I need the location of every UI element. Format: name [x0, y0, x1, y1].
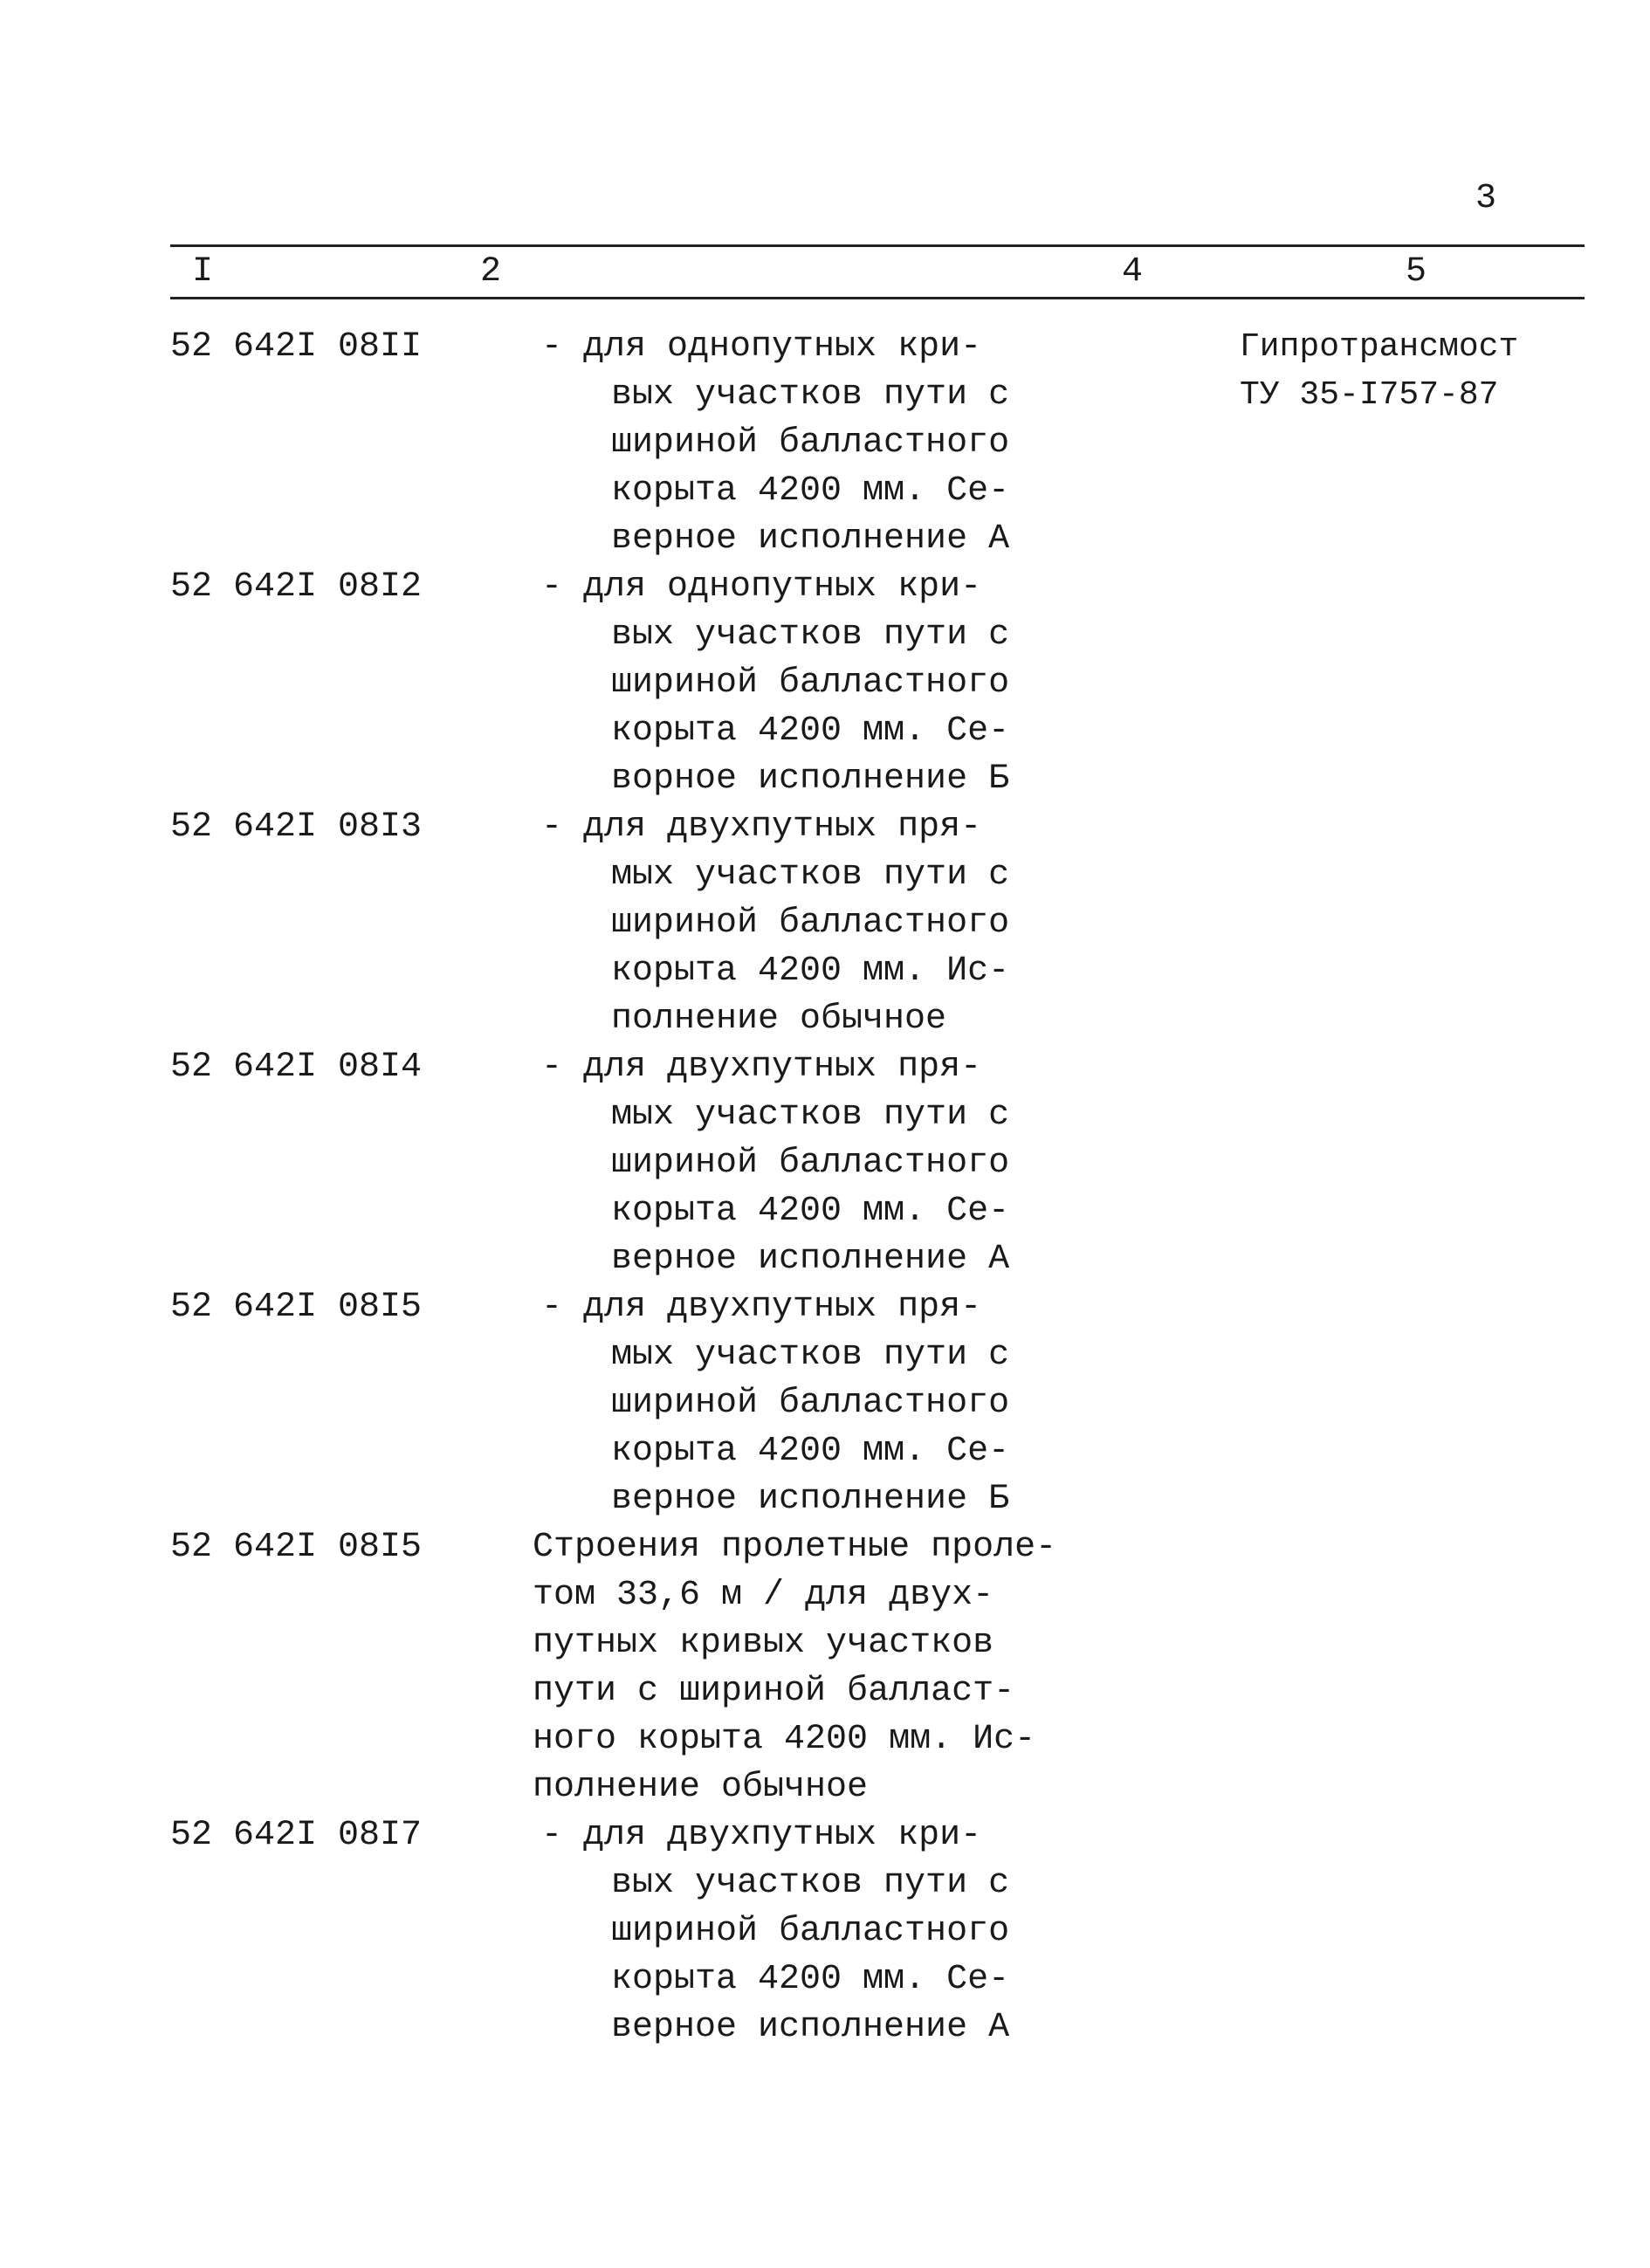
description-line: верное исполнение Б	[611, 1480, 1010, 1519]
row-description	[541, 1283, 1100, 1523]
description-line: том 33,6 м / для двух-	[533, 1576, 994, 1615]
description-line: корыта 4200 мм. Се-	[611, 471, 1010, 511]
description-line: - для двухпутных кри-	[541, 1816, 982, 1855]
description-line: шириной балластного	[611, 1384, 1010, 1423]
column-header-2: 2	[480, 252, 502, 292]
description-line: - для двухпутных пря-	[541, 1288, 982, 1327]
description-line: шириной балластного	[611, 1144, 1010, 1183]
description-line: шириной балластного	[611, 423, 1010, 463]
description-line: - для двухпутных пря-	[541, 1048, 982, 1087]
description-line: - для однопутных кри-	[541, 567, 982, 607]
row-code: 52 642I 08I5	[170, 1528, 423, 1567]
row-code: 52 642I 08II	[170, 327, 423, 367]
row-code: 52 642I 08I5	[170, 1288, 423, 1327]
column-header-5: 5	[1406, 252, 1427, 292]
source-note	[1240, 323, 1518, 419]
description-line: корыта 4200 мм. Се-	[611, 1192, 1010, 1231]
column-header-4: 4	[1122, 252, 1144, 292]
description-line: полнение обычное	[611, 1000, 947, 1039]
description-line: вых участков пути с	[611, 615, 1010, 655]
row-code: 52 642I 08I7	[170, 1816, 423, 1855]
row-description	[541, 323, 1100, 563]
description-line: вых участков пути с	[611, 1864, 1010, 1903]
description-line: мых участков пути с	[611, 856, 1010, 895]
description-line: мых участков пути с	[611, 1096, 1010, 1135]
description-line: мых участков пути с	[611, 1336, 1010, 1375]
row-description	[541, 1811, 1100, 2052]
description-line: полнение обычное	[533, 1768, 869, 1807]
description-line: шириной балластного	[611, 663, 1010, 703]
row-code: 52 642I 08I3	[170, 808, 423, 847]
description-line: Строения пролетные проле-	[533, 1528, 1057, 1567]
table-top-rule	[170, 244, 1585, 247]
description-line: ного корыта 4200 мм. Ис-	[533, 1720, 1036, 1759]
column-header-1: I	[192, 252, 214, 292]
row-code: 52 642I 08I4	[170, 1048, 423, 1087]
description-line: шириной балластного	[611, 904, 1010, 943]
source-org: Гипротрансмост	[1240, 328, 1519, 366]
description-line: верное исполнение А	[611, 1240, 1010, 1279]
description-line: корыта 4200 мм. Се-	[611, 711, 1010, 751]
description-line: верное исполнение А	[611, 2008, 1010, 2047]
description-line: шириной балластного	[611, 1912, 1010, 1951]
row-code: 52 642I 08I2	[170, 567, 423, 607]
description-line: корыта 4200 мм. Се-	[611, 1960, 1010, 1999]
description-line: пути с шириной балласт-	[533, 1672, 1015, 1711]
table-header-rule	[170, 297, 1585, 299]
source-spec: ТУ 35-I757-87	[1240, 376, 1499, 414]
description-line: - для двухпутных пря-	[541, 808, 982, 847]
row-description	[541, 1043, 1100, 1283]
row-description	[533, 1523, 1091, 1811]
row-description	[541, 563, 1100, 803]
page-number: 3	[1475, 179, 1497, 218]
description-line: корыта 4200 мм. Ис-	[611, 952, 1010, 991]
description-line: корыта 4200 мм. Се-	[611, 1432, 1010, 1471]
row-description	[541, 803, 1100, 1043]
description-line: - для однопутных кри-	[541, 327, 982, 367]
description-line: ворное исполнение Б	[611, 759, 1010, 799]
description-line: верное исполнение А	[611, 519, 1010, 559]
description-line: вых участков пути с	[611, 375, 1010, 415]
description-line: путных кривых участков	[533, 1624, 994, 1663]
